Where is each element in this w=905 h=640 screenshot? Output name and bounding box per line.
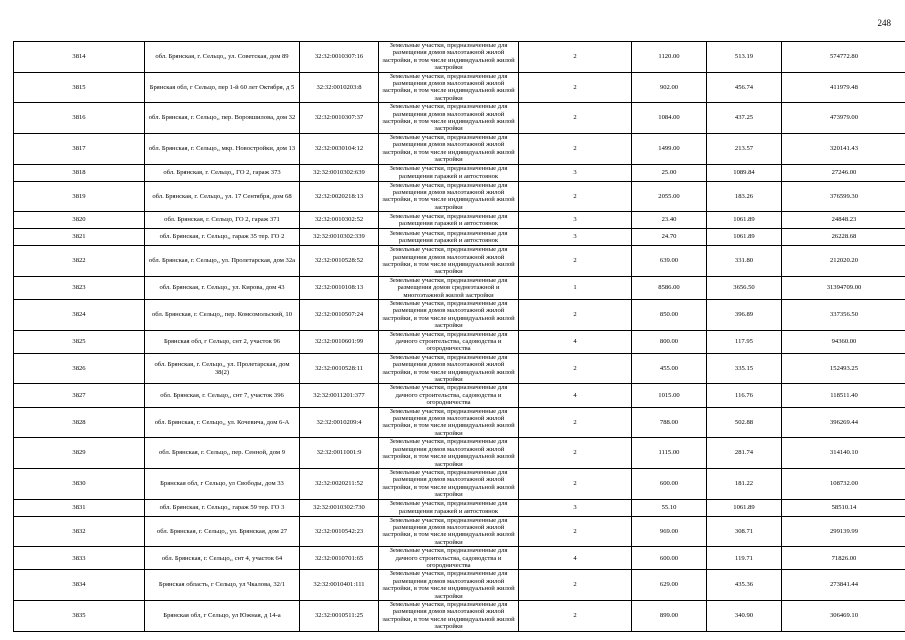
specific-value-cell: 335.15 [707,353,782,384]
table-row [14,468,905,499]
address-cell: обл. Брянская, г. Сельцо,, ул. Советская, дом 89 [145,42,300,73]
group-cell: 2 [519,407,632,438]
land-use-cell: Земельные участки, предназначенные для размещения домов малоэтажной жилой застройки, в том числе индивидуальной жилой застройки [379,570,519,601]
row-number: 3833 [14,547,145,570]
address-cell: обл. Брянская, г. Сельцо,, ул. Пролетарская, дом 38(2) [145,353,300,384]
group-cell: 2 [519,438,632,469]
cadastral-value-cell: 152493.25 [782,353,905,384]
land-use-cell: Земельные участки, предназначенные для дачного строительства, садоводства и огородничества [379,330,519,353]
area-cell: 2055.00 [632,181,707,212]
address-cell: обл. Брянская, г. Сельцо,, пер. Комсомольский, 10 [145,299,300,330]
land-use-cell: Земельные участки, предназначенные для размещения домов малоэтажной жилой застройки, в том числе индивидуальной жилой застройки [379,42,519,73]
land-use-cell: Земельные участки, предназначенные для дачного строительства, садоводства и огородничества [379,384,519,407]
area-cell: 899.00 [632,601,707,632]
row-number: 3816 [14,103,145,134]
row-number: 3821 [14,229,145,246]
area-cell: 25.00 [632,164,707,181]
cadastral-value-cell: 58510.14 [782,499,905,516]
cadastral-number-cell: 32:32:0010203:8 [300,72,379,103]
row-number: 3824 [14,299,145,330]
cadastral-value-cell: 27246.00 [782,164,905,181]
specific-value-cell: 456.74 [707,72,782,103]
row-number: 3819 [14,181,145,212]
table-row [14,299,905,330]
group-cell: 2 [519,601,632,632]
row-number: 3827 [14,384,145,407]
land-use-cell: Земельные участки, предназначенные для размещения гаражей и автостоянок [379,499,519,516]
address-cell: обл. Брянская, г. Сельцо,, гараж 35 тер. ГО 2 [145,229,300,246]
address-cell: обл. Брянская, г. Сельцо,, снт 7, участок 396 [145,384,300,407]
table-row [14,164,905,181]
cadastral-value-cell: 473979.00 [782,103,905,134]
area-cell: 969.00 [632,516,707,547]
cadastral-number-cell: 32:32:0010542:23 [300,516,379,547]
cadastral-value-cell: 212020.20 [782,246,905,277]
table-row [14,353,905,384]
cadastral-value-cell: 26228.68 [782,229,905,246]
row-number: 3835 [14,601,145,632]
cadastral-value-table [13,41,905,632]
group-cell: 4 [519,384,632,407]
area-cell: 788.00 [632,407,707,438]
cadastral-number-cell: 32:32:0010209:4 [300,407,379,438]
table-row [14,499,905,516]
cadastral-number-cell: 32:32:0011201:377 [300,384,379,407]
specific-value-cell: 117.95 [707,330,782,353]
land-use-cell: Земельные участки, предназначенные для размещения гаражей и автостоянок [379,164,519,181]
cadastral-value-cell: 31394709.00 [782,276,905,299]
table-row [14,103,905,134]
group-cell: 2 [519,42,632,73]
land-use-cell: Земельные участки, предназначенные для размещения домов малоэтажной жилой застройки, в том числе индивидуальной жилой застройки [379,601,519,632]
land-use-cell: Земельные участки, предназначенные для размещения домов малоэтажной жилой застройки, в том числе индивидуальной жилой застройки [379,246,519,277]
row-number: 3829 [14,438,145,469]
specific-value-cell: 502.88 [707,407,782,438]
area-cell: 24.70 [632,229,707,246]
row-number: 3832 [14,516,145,547]
group-cell: 2 [519,246,632,277]
land-use-cell: Земельные участки, предназначенные для размещения домов малоэтажной жилой застройки, в том числе индивидуальной жилой застройки [379,72,519,103]
specific-value-cell: 1061.89 [707,212,782,229]
table-body [14,42,905,632]
area-cell: 1084.00 [632,103,707,134]
land-use-cell: Земельные участки, предназначенные для размещения домов малоэтажной жилой застройки, в том числе индивидуальной жилой застройки [379,133,519,164]
land-use-cell: Земельные участки, предназначенные для размещения домов малоэтажной жилой застройки, в том числе индивидуальной жилой застройки [379,516,519,547]
group-cell: 2 [519,72,632,103]
land-use-cell: Земельные участки, предназначенные для размещения гаражей и автостоянок [379,212,519,229]
specific-value-cell: 340.90 [707,601,782,632]
row-number: 3820 [14,212,145,229]
land-use-cell: Земельные участки, предназначенные для размещения гаражей и автостоянок [379,229,519,246]
area-cell: 600.00 [632,547,707,570]
cadastral-number-cell: 32:32:0010307:37 [300,103,379,134]
group-cell: 2 [519,468,632,499]
address-cell: Брянская обл, г Сельцо, ул Южная, д 14-а [145,601,300,632]
specific-value-cell: 331.80 [707,246,782,277]
area-cell: 639.00 [632,246,707,277]
area-cell: 850.00 [632,299,707,330]
group-cell: 4 [519,330,632,353]
cadastral-value-cell: 299139.99 [782,516,905,547]
group-cell: 4 [519,547,632,570]
area-cell: 1120.00 [632,42,707,73]
land-use-cell: Земельные участки, предназначенные для размещения домов малоэтажной жилой застройки, в том числе индивидуальной жилой застройки [379,468,519,499]
cadastral-number-cell: 32:32:0010302:639 [300,164,379,181]
specific-value-cell: 513.19 [707,42,782,73]
cadastral-value-cell: 24848.23 [782,212,905,229]
address-cell: обл. Брянская, г. Сельцо,, гараж 59 тер. ГО 3 [145,499,300,516]
cadastral-number-cell: 32:32:0020218:13 [300,181,379,212]
table-row [14,407,905,438]
specific-value-cell: 435.36 [707,570,782,601]
address-cell: обл. Брянская, г. Сельцо,, пер. Сенной, дом 9 [145,438,300,469]
group-cell: 1 [519,276,632,299]
group-cell: 2 [519,181,632,212]
cadastral-number-cell: 32:32:0010401:111 [300,570,379,601]
address-cell: обл. Брянская, г. Сельцо,, ул. Кирова, дом 43 [145,276,300,299]
area-cell: 23.40 [632,212,707,229]
table-row [14,570,905,601]
row-number: 3814 [14,42,145,73]
cadastral-number-cell: 32:32:0010511:25 [300,601,379,632]
row-number: 3831 [14,499,145,516]
cadastral-value-cell: 118511.40 [782,384,905,407]
address-cell: обл. Брянская, г. Сельцо,, мкр. Новостройки, дом 13 [145,133,300,164]
address-cell: обл. Брянская, г. Сельцо,, ул. Кочевича, дом 6-А [145,407,300,438]
address-cell: Брянская обл, г Сельцо, снт 2, участок 96 [145,330,300,353]
specific-value-cell: 213.57 [707,133,782,164]
specific-value-cell: 3656.50 [707,276,782,299]
cadastral-number-cell: 32:32:0010307:16 [300,42,379,73]
area-cell: 629.00 [632,570,707,601]
specific-value-cell: 183.26 [707,181,782,212]
row-number: 3818 [14,164,145,181]
address-cell: Брянская обл, г Сельцо, пер 1-й 60 лет Октября, д 5 [145,72,300,103]
cadastral-number-cell: 32:32:0010302:730 [300,499,379,516]
table-row [14,330,905,353]
cadastral-number-cell: 32:32:0010302:52 [300,212,379,229]
address-cell: Брянская область, г Сельцо, ул Чкалова, 32/1 [145,570,300,601]
address-cell: обл. Брянская, г. Сельцо,, снт 4, участок 64 [145,547,300,570]
group-cell: 2 [519,353,632,384]
row-number: 3828 [14,407,145,438]
group-cell: 3 [519,212,632,229]
group-cell: 2 [519,516,632,547]
row-number: 3834 [14,570,145,601]
area-cell: 1115.00 [632,438,707,469]
cadastral-value-cell: 108732.00 [782,468,905,499]
cadastral-number-cell: 32:32:0010507:24 [300,299,379,330]
table-row [14,72,905,103]
table-row [14,438,905,469]
area-cell: 1015.00 [632,384,707,407]
row-number: 3815 [14,72,145,103]
address-cell: обл. Брянская, г. Сельцо,, ул. Пролетарская, дом 32а [145,246,300,277]
specific-value-cell: 396.89 [707,299,782,330]
row-number: 3823 [14,276,145,299]
group-cell: 3 [519,499,632,516]
table-row [14,181,905,212]
specific-value-cell: 1061.89 [707,229,782,246]
cadastral-value-cell: 314140.10 [782,438,905,469]
land-use-cell: Земельные участки, предназначенные для размещения домов малоэтажной жилой застройки, в том числе индивидуальной жилой застройки [379,353,519,384]
group-cell: 2 [519,570,632,601]
group-cell: 3 [519,229,632,246]
table-row [14,212,905,229]
specific-value-cell: 181.22 [707,468,782,499]
page-number: 248 [877,18,891,28]
group-cell: 2 [519,299,632,330]
row-number: 3826 [14,353,145,384]
specific-value-cell: 116.76 [707,384,782,407]
table-row [14,547,905,570]
specific-value-cell: 281.74 [707,438,782,469]
area-cell: 800.00 [632,330,707,353]
group-cell: 2 [519,133,632,164]
group-cell: 2 [519,103,632,134]
table-row [14,246,905,277]
cadastral-value-cell: 71826.00 [782,547,905,570]
land-use-cell: Земельные участки, предназначенные для дачного строительства, садоводства и огородничества [379,547,519,570]
row-number: 3830 [14,468,145,499]
table-row [14,516,905,547]
specific-value-cell: 437.25 [707,103,782,134]
address-cell: обл. Брянская, г. Сельцо,, пер. Воровшилова, дом 32 [145,103,300,134]
area-cell: 902.00 [632,72,707,103]
land-use-cell: Земельные участки, предназначенные для размещения домов среднеэтажной и многоэтажной жилой застройки [379,276,519,299]
cadastral-value-cell: 320141.43 [782,133,905,164]
area-cell: 1499.00 [632,133,707,164]
address-cell: обл. Брянская, г. Сельцо, ГО 2, гараж 371 [145,212,300,229]
area-cell: 55.10 [632,499,707,516]
cadastral-number-cell: 32:32:0010108:13 [300,276,379,299]
land-use-cell: Земельные участки, предназначенные для размещения домов малоэтажной жилой застройки, в том числе индивидуальной жилой застройки [379,438,519,469]
cadastral-value-cell: 396269.44 [782,407,905,438]
land-use-cell: Земельные участки, предназначенные для размещения домов малоэтажной жилой застройки, в том числе индивидуальной жилой застройки [379,103,519,134]
cadastral-value-cell: 306469.10 [782,601,905,632]
cadastral-number-cell: 32:32:0020211:52 [300,468,379,499]
cadastral-value-cell: 273841.44 [782,570,905,601]
cadastral-number-cell: 32:32:0010528:11 [300,353,379,384]
address-cell: Брянская обл, г Сельцо, ул Свободы, дом 33 [145,468,300,499]
land-use-cell: Земельные участки, предназначенные для размещения домов малоэтажной жилой застройки, в том числе индивидуальной жилой застройки [379,299,519,330]
group-cell: 3 [519,164,632,181]
land-use-cell: Земельные участки, предназначенные для размещения домов малоэтажной жилой застройки, в том числе индивидуальной жилой застройки [379,407,519,438]
cadastral-number-cell: 32:32:0010601:99 [300,330,379,353]
cadastral-number-cell: 32:32:0010302:339 [300,229,379,246]
table-row [14,229,905,246]
table-row [14,276,905,299]
cadastral-value-cell: 574772.80 [782,42,905,73]
row-number: 3825 [14,330,145,353]
row-number: 3822 [14,246,145,277]
table-row [14,42,905,73]
area-cell: 455.00 [632,353,707,384]
table-row [14,601,905,632]
specific-value-cell: 308.71 [707,516,782,547]
specific-value-cell: 119.71 [707,547,782,570]
cadastral-value-cell: 376599.30 [782,181,905,212]
cadastral-value-cell: 411979.48 [782,72,905,103]
cadastral-value-cell: 337356.50 [782,299,905,330]
table-row [14,384,905,407]
cadastral-number-cell: 32:32:0011001:9 [300,438,379,469]
row-number: 3817 [14,133,145,164]
cadastral-value-cell: 94360.00 [782,330,905,353]
specific-value-cell: 1089.84 [707,164,782,181]
address-cell: обл. Брянская, г. Сельцо,, ул. 17 Сентября, дом 68 [145,181,300,212]
area-cell: 8586.00 [632,276,707,299]
specific-value-cell: 1061.89 [707,499,782,516]
address-cell: обл. Брянская, г. Сельцо,, ул. Брянская, дом 27 [145,516,300,547]
table-row [14,133,905,164]
cadastral-number-cell: 32:32:0030104:12 [300,133,379,164]
land-use-cell: Земельные участки, предназначенные для размещения домов малоэтажной жилой застройки, в том числе индивидуальной жилой застройки [379,181,519,212]
cadastral-number-cell: 32:32:0010701:65 [300,547,379,570]
address-cell: обл. Брянская, г. Сельцо,, ГО 2, гараж 373 [145,164,300,181]
cadastral-number-cell: 32:32:0010528:52 [300,246,379,277]
area-cell: 600.00 [632,468,707,499]
